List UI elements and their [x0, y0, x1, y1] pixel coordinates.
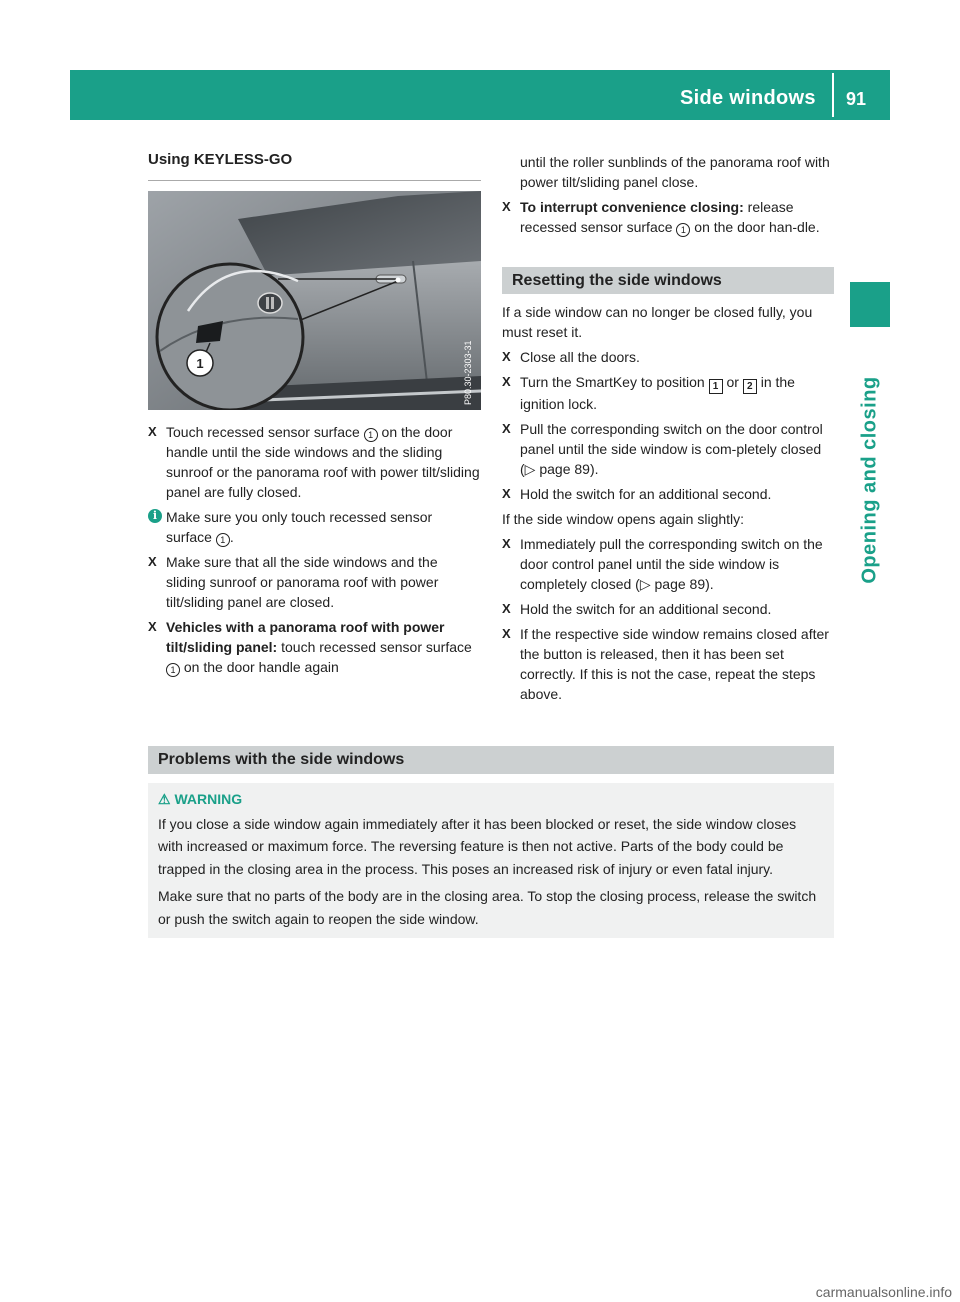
warning-triangle-icon: ⚠: [158, 791, 171, 807]
page-ref-arrow-icon: ▷: [524, 461, 536, 477]
section-heading-keyless-go: Using KEYLESS-GO: [148, 150, 481, 181]
opens-again-intro: If the side window opens again slightly:: [502, 511, 745, 527]
step-interrupt-closing: X To interrupt convenience closing: release recessed sensor surface 1 on the door han-dle.: [502, 197, 834, 237]
step-immediately-pull: X Immediately pull the corresponding switch on the door control panel until the side window is completely closed (▷ page 89).: [502, 534, 834, 594]
left-column: [148, 150, 481, 682]
step-touch-sensor: X Touch recessed sensor surface 1 on the door handle until the side windows and the sliding sunroof or the panorama roof with power tilt/sliding panel are fully closed.: [148, 422, 481, 502]
step-panorama-roof: X Vehicles with a panorama roof with power tilt/sliding panel: touch recessed sensor surface 1 on the door handle again: [148, 617, 481, 677]
callout-marker: 1: [364, 428, 378, 442]
callout-marker: 1: [676, 223, 690, 237]
section-heading-problems: Problems with the side windows: [148, 746, 834, 774]
reset-intro: If a side window can no longer be closed fully, you must reset it.: [502, 304, 813, 340]
info-icon: i: [148, 509, 162, 523]
key-position-2: 2: [743, 379, 757, 394]
right-column: [502, 152, 834, 709]
page-ref-arrow-icon: ▷: [639, 576, 651, 592]
footer-watermark: carmanualsonline.info: [815, 1284, 952, 1300]
header-separator: [832, 73, 834, 117]
page-number: 91: [846, 89, 867, 109]
warning-label: WARNING: [174, 791, 243, 807]
chapter-label: Opening and closing: [858, 376, 881, 584]
door-handle-figure: [148, 191, 481, 410]
step-pull-switch: X Pull the corresponding switch on the door control panel until the side window is com-pletely closed (▷ page 89).: [502, 419, 834, 479]
callout-marker: 1: [166, 663, 180, 677]
step-check-closed: X Make sure that all the side windows and the sliding sunroof or panorama roof with power tilt/sliding panel are closed.: [148, 552, 481, 612]
step-verify-reset: X If the respective side window remains closed after the button is released, then it has been set correctly. If this is not the case, repeat the steps above.: [502, 624, 834, 704]
warning-paragraph-2: Make sure that no parts of the body are in the closing area. To stop the closing process, release the switch or push the switch again to reopen the side window.: [158, 888, 817, 927]
warning-header: [158, 788, 824, 811]
warning-paragraph-1: If you close a side window again immediately after it has been blocked or reset, the side window closes with increased or maximum force. The reversing feature is then not active. Parts of the body could be trapped in the closing area in the process. This poses an increased risk of injury or even fatal injury.: [158, 815, 797, 877]
continued-text: until the roller sunblinds of the panorama roof with power tilt/sliding panel close.: [520, 154, 830, 190]
section-heading-resetting: Resetting the side windows: [502, 267, 834, 294]
figure-code: P80.30-2303-31: [463, 340, 473, 405]
step-close-doors: X Close all the doors.: [502, 347, 834, 367]
car-door-illustration: [148, 191, 481, 410]
warning-box: [148, 783, 834, 938]
callout-1-label: 1: [196, 356, 204, 371]
step-hold-switch: X Hold the switch for an additional second.: [502, 484, 834, 504]
step-turn-smartkey: X Turn the SmartKey to position 1 or 2 in the ignition lock.: [502, 372, 834, 414]
step-hold-switch-again: X Hold the switch for an additional second.: [502, 599, 834, 619]
key-position-1: 1: [709, 379, 723, 394]
callout-marker: 1: [216, 533, 230, 547]
header-title: Side windows: [680, 87, 816, 109]
side-tab-marker: [850, 282, 890, 327]
info-note: i Make sure you only touch recessed sensor surface 1 .: [148, 507, 481, 547]
